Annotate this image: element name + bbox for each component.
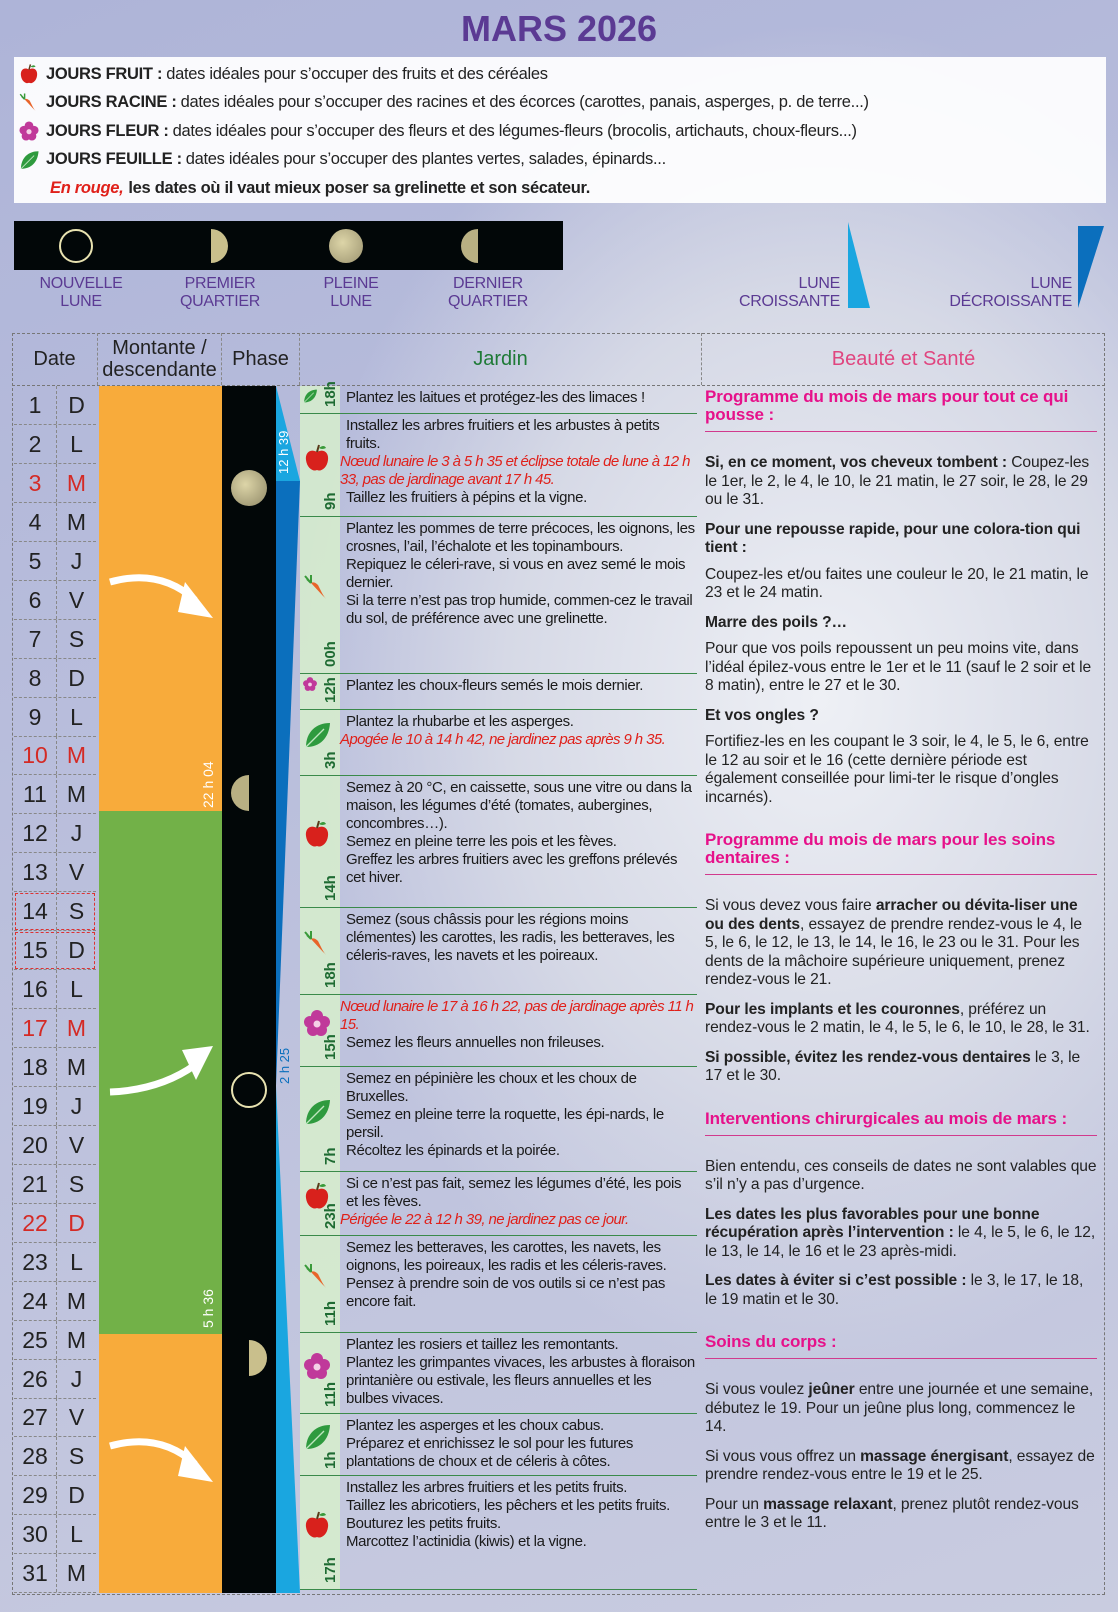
advice-paragraph (705, 897, 1097, 990)
root-icon (302, 1262, 332, 1292)
advice-text: le 3, le 17, le 18, le 19 matin et le 30. (705, 1272, 1084, 1308)
day-number: 6 (14, 581, 57, 619)
day-letter: J (70, 1365, 83, 1392)
garden-tip: Taillez les abricotiers, les pêchers et les petits fruits. (346, 1497, 671, 1514)
legend-red-label: En rouge, (50, 178, 124, 197)
time-label: 1h (322, 1451, 339, 1469)
day-number: 11 (14, 775, 57, 813)
time-label: 11h (322, 1381, 339, 1407)
day-letter: M (66, 781, 87, 808)
legend-red-note (18, 174, 1106, 203)
advice-paragraph (705, 1158, 1097, 1195)
day-letter: M (66, 1560, 87, 1587)
day-number: 25 (14, 1321, 57, 1359)
day-number: 21 (14, 1165, 57, 1203)
legend-red-text: les dates où il vaut mieux poser sa grelinette et son sécateur. (128, 178, 591, 197)
day-row (14, 1243, 96, 1282)
advice-text: Pour les implants et les couronnes (705, 1000, 960, 1018)
garden-tip: Semez en pleine terre la roquette, les épi-nards, le persil. (346, 1106, 664, 1141)
day-letter: J (70, 1092, 83, 1119)
garden-tip: Marcottez l’actinidia (kiwis) et la vigne. (346, 1533, 587, 1550)
montante-change-time: 22 h 04 (200, 761, 216, 808)
time-label: 7h (322, 1147, 339, 1165)
day-number: 4 (14, 503, 57, 541)
day-letter: L (70, 430, 83, 457)
phase-label-new: NOUVELLE LUNE (39, 275, 123, 310)
day-row (14, 892, 96, 931)
day-row (14, 1048, 96, 1087)
day-number: 18 (14, 1048, 57, 1086)
header-beaute: Beauté et Santé (831, 348, 976, 370)
legend-text: dates idéales pour s’occuper des fleurs et des légumes-fleurs (brocolis, artichauts, choux-fleurs...) (172, 121, 857, 140)
day-row (14, 698, 96, 737)
arrow-down-icon (100, 1424, 220, 1494)
day-row (14, 1321, 96, 1360)
day-row (14, 1437, 96, 1476)
section-heading: Soins du corps : (705, 1333, 1097, 1359)
day-letter: V (68, 1131, 85, 1158)
lune-change-time: 2 h 25 (277, 1047, 292, 1084)
beaute-column (705, 388, 1097, 1544)
phase-label-last: DERNIER QUARTIER (448, 275, 528, 310)
legend-item-leaf (18, 146, 1106, 175)
day-letter: S (68, 898, 85, 925)
garden-tip: Plantez les pommes de terre précoces, les oignons, les crosnes, l’ail, l’échalote et les topinambours. (346, 520, 695, 555)
day-letter: S (68, 625, 85, 652)
day-letter: M (66, 469, 87, 496)
legend-label: JOURS FRUIT : (46, 64, 163, 83)
day-row (14, 1515, 96, 1554)
advice-text: jeûner (808, 1381, 855, 1398)
advice-text: , prenez plutôt rendez-vous entre le 3 et le 11. (705, 1495, 1079, 1531)
legend-text: dates idéales pour s’occuper des plantes vertes, salades, épinards... (185, 150, 666, 169)
new-moon-icon (231, 1072, 267, 1108)
new-moon-icon (59, 229, 93, 263)
garden-tip: Plantez les asperges et les choux cabus. (346, 1417, 604, 1434)
garden-tip: Plantez les laitues et protégez-les des limaces ! (346, 389, 645, 406)
day-number: 14 (14, 892, 57, 930)
advice-text: entre une journée et une semaine, débutez le 19. Pour un jeûne plus long, commencez le 14. (705, 1381, 1094, 1435)
advice-paragraph (705, 733, 1097, 807)
advice-paragraph (705, 707, 1097, 726)
legend-item-flower (18, 117, 1106, 146)
day-row (14, 1204, 96, 1243)
garden-tip: Bouturez les petits fruits. (346, 1515, 501, 1532)
day-letter: M (66, 1053, 87, 1080)
day-number: 9 (14, 698, 57, 736)
day-letter: M (66, 1287, 87, 1314)
warning-note: Nœud lunaire le 3 à 5 h 35 et éclipse totale de lune à 12 h 33, pas de jardinage avant 17 h 45. (340, 453, 690, 488)
jardin-group-root (300, 908, 697, 995)
time-label: 15h (322, 1034, 339, 1060)
day-number: 22 (14, 1204, 57, 1242)
day-letter: L (70, 1521, 83, 1548)
advice-text: arracher ou dévita-liser une ou des dents (705, 897, 1078, 933)
warning-note: Nœud lunaire le 17 à 16 h 22, pas de jardinage après 11 h 15. (340, 998, 694, 1033)
garden-tip: Installez les arbres fruitiers et les petits fruits. (346, 1479, 628, 1496)
day-number: 29 (14, 1476, 57, 1514)
garden-tip: Plantez les grimpantes vivaces, les arbustes à floraison printanière ou estivale, les fleurs annuelles et les bulbes vivaces. (346, 1354, 695, 1407)
day-row (14, 503, 96, 542)
flower-icon (18, 120, 40, 142)
day-number: 26 (14, 1360, 57, 1398)
advice-text: Coupez-les et/ou faites une couleur le 20, le 21 matin, le 23 et le 24 matin. (705, 565, 1089, 601)
leaf-icon (302, 1422, 332, 1452)
advice-text: Pour que vos poils repoussent un peu moins vite, dans l’idéal épilez-vous entre le 1er et le 11 (sauf le 2 soir et le 8 matin), entre le 27 et le 30. (705, 640, 1092, 694)
advice-text: Les dates à éviter si c’est possible : (705, 1272, 967, 1289)
day-letter: L (70, 703, 83, 730)
day-number: 8 (14, 659, 57, 697)
legend-text: dates idéales pour s’occuper des fruits et des céréales (166, 64, 548, 83)
advice-paragraph (705, 1448, 1097, 1485)
day-number: 17 (14, 1009, 57, 1047)
advice-text: Si vous voulez (705, 1381, 809, 1398)
garden-tip: Pensez à prendre soin de vos outils si ce n’est pas encore fait. (346, 1275, 666, 1310)
advice-paragraph (705, 1272, 1097, 1309)
advice-paragraph (705, 1049, 1097, 1086)
advice-paragraph (705, 614, 1097, 633)
day-letter: D (68, 392, 85, 418)
day-row (14, 853, 96, 892)
flower-icon (302, 676, 318, 692)
day-row (14, 386, 96, 425)
garden-tip: Préparez et enrichissez le sol pour les futures plantations de choux et de céleris à côtes. (346, 1435, 634, 1470)
time-label: 9h (322, 492, 339, 510)
first-quarter-icon (231, 1340, 267, 1376)
day-letter: V (68, 859, 85, 886)
advice-text: massage énergisant (860, 1447, 1009, 1465)
time-label: 14h (322, 875, 339, 901)
warning-note: Apogée le 10 à 14 h 42, ne jardinez pas après 9 h 35. (340, 731, 666, 748)
jardin-group-leaf (300, 381, 697, 414)
advice-text: le 4, le 5, le 6, le 12, le 13, le 14, le 16 et le 23 après-midi. (705, 1224, 1096, 1260)
day-row (14, 542, 96, 581)
jardin-group-fruit (300, 1172, 697, 1236)
jardin-group-leaf (300, 1067, 697, 1172)
garden-tip: Semez les betteraves, les carottes, les navets, les oignons, les poireaux, les radis et les céleris-raves. (346, 1239, 667, 1274)
leaf-icon (18, 149, 40, 171)
day-row (14, 1476, 96, 1515)
day-number: 31 (14, 1554, 57, 1592)
advice-text: Pour un (705, 1495, 764, 1513)
full-moon-icon (329, 229, 363, 263)
full-moon-icon (231, 470, 267, 506)
advice-paragraph (705, 640, 1097, 696)
last-quarter-icon (461, 229, 495, 263)
phase-column (222, 386, 276, 1593)
legend-label: JOURS RACINE : (46, 93, 177, 112)
advice-text: Fortifiez-les en les coupant le 3 soir, le 4, le 5, le 6, entre le 12 au soir et le 16 (cette dernière période est également conseillée pour limi-ter le risque d’ongles incarnés). (705, 733, 1089, 806)
day-row (14, 1087, 96, 1126)
day-letter: V (68, 586, 85, 613)
last-quarter-icon (231, 775, 267, 811)
croissante-wedge-icon (840, 222, 870, 308)
day-letter: D (68, 937, 85, 964)
leaf-icon (302, 388, 318, 404)
time-label: 11h (322, 1300, 339, 1326)
day-row (14, 736, 96, 775)
phase-label-first: PREMIER QUARTIER (180, 275, 260, 310)
advice-text: Si vous devez vous faire (705, 897, 876, 914)
section-heading: Programme du mois de mars pour tout ce qui pousse : (705, 388, 1097, 432)
advice-text: Si possible, évitez les rendez-vous dentaires (705, 1048, 1031, 1066)
leaf-icon (302, 720, 332, 750)
montante-change-time: 5 h 36 (200, 1289, 216, 1328)
header-phase: Phase (222, 333, 300, 385)
fruit-icon (18, 63, 40, 85)
day-row (14, 814, 96, 853)
time-label: 23h (322, 1203, 339, 1229)
legend-item-root (18, 89, 1106, 118)
advice-text: , essayez de prendre rendez-vous le 4, le 5, le 6, le 12, le 13, le 14, le 16, le 23 ou le 31. Pour les dents de la mâchoire supérieure uniquement, prenez rendez-vous le 21. (705, 915, 1082, 988)
garden-tip: Greffez les arbres fruitiers avec les greffons prélevés cet hiver. (346, 851, 678, 886)
first-quarter-icon (194, 229, 228, 263)
day-letter: L (70, 976, 83, 1003)
day-row (14, 1282, 96, 1321)
day-letter: M (66, 1015, 87, 1042)
day-letter: D (68, 1482, 85, 1509)
day-letter: L (70, 1248, 83, 1275)
legend-box (14, 57, 1106, 203)
day-row (14, 659, 96, 698)
day-number: 2 (14, 425, 57, 463)
jardin-group-flower (300, 1333, 697, 1414)
advice-paragraph (705, 566, 1097, 603)
day-number: 15 (14, 931, 57, 969)
advice-text: Si, en ce moment, vos cheveux tombent : (705, 454, 1007, 471)
garden-tip: Plantez les rosiers et taillez les remontants. (346, 1336, 619, 1353)
garden-tip: Taillez les fruitiers à pépins et la vigne. (346, 489, 587, 506)
advice-text: Pour une repousse rapide, pour une colora-tion qui tient : (705, 520, 1081, 556)
page-title: MARS 2026 (460, 8, 658, 49)
day-letter: V (68, 1404, 85, 1431)
advice-paragraph (705, 454, 1097, 510)
garden-tip: Si la terre n’est pas trop humide, commen-cez le travail du sol, de préférence avec une grelinette. (346, 592, 693, 627)
garden-tip: Semez en pépinière les choux et les choux de Bruxelles. (346, 1070, 637, 1105)
jardin-group-flower (300, 995, 697, 1067)
legend-label: JOURS FLEUR : (46, 121, 169, 140)
day-number: 19 (14, 1087, 57, 1125)
day-number: 13 (14, 853, 57, 891)
advice-text: massage relaxant (763, 1495, 893, 1513)
advice-text: Et vos ongles ? (705, 706, 819, 724)
advice-paragraph (705, 521, 1097, 558)
fruit-icon (302, 443, 332, 473)
day-number: 30 (14, 1515, 57, 1553)
day-row (14, 1554, 96, 1593)
day-number: 3 (14, 464, 57, 502)
day-row (14, 1126, 96, 1165)
decroissante-wedge-icon (1074, 226, 1104, 312)
day-row (14, 1165, 96, 1204)
time-label: 00h (322, 641, 339, 667)
day-row (14, 775, 96, 814)
jardin-group-leaf (300, 1414, 697, 1476)
day-letter: M (66, 508, 87, 535)
day-number: 23 (14, 1243, 57, 1281)
garden-tip: Plantez la rhubarbe et les asperges. (346, 713, 574, 730)
time-label: 18h (322, 381, 339, 407)
day-letter: J (70, 547, 83, 574)
garden-tip: Semez à 20 °C, en caissette, sous une vitre ou dans la maison, les légumes d’été (tomates, aubergines, concombres…). (346, 779, 692, 832)
root-icon (302, 929, 332, 959)
day-row (14, 581, 96, 620)
moon-phase-legend (14, 221, 563, 270)
advice-text: Les dates les plus favorables pour une bonne récupération après l’intervention : (705, 1205, 1040, 1241)
phase-label-full: PLEINE LUNE (323, 275, 379, 310)
advice-paragraph (705, 1496, 1097, 1533)
jardin-group-fruit (300, 414, 697, 517)
day-letter: S (68, 1443, 85, 1470)
lune-croissante-decroissante-bar (276, 386, 300, 1593)
day-row (14, 1360, 96, 1399)
jardin-group-fruit (300, 1476, 697, 1590)
lune-change-time: 12 h 39 (276, 430, 291, 474)
advice-text: Coupez-les le 1er, le 2, le 4, le 10, le 21 matin, le 27 soir, le 28, le 29 ou le 31. (705, 454, 1090, 508)
section-heading: Interventions chirurgicales au mois de mars : (705, 1110, 1097, 1136)
day-number: 12 (14, 814, 57, 852)
day-number: 27 (14, 1398, 57, 1436)
day-number: 1 (14, 386, 57, 424)
day-number: 16 (14, 970, 57, 1008)
time-label: 12h (322, 677, 339, 703)
day-number: 20 (14, 1126, 57, 1164)
fruit-icon (302, 1510, 332, 1540)
advice-paragraph (705, 1381, 1097, 1437)
root-icon (18, 92, 40, 114)
warning-note: Périgée le 22 à 12 h 39, ne jardinez pas ce jour. (340, 1211, 629, 1228)
advice-paragraph (705, 1206, 1097, 1262)
fruit-icon (302, 819, 332, 849)
jardin-group-root (300, 1236, 697, 1333)
legend-text: dates idéales pour s’occuper des racines et des écorces (carottes, panais, asperges, p. de terre...) (180, 93, 869, 112)
day-letter: D (68, 1209, 85, 1236)
day-letter: J (70, 820, 83, 847)
jardin-group-leaf (300, 710, 697, 776)
advice-paragraph (705, 1001, 1097, 1038)
garden-tip: Installez les arbres fruitiers et les arbustes à petits fruits. (346, 417, 660, 452)
garden-tip: Plantez les choux-fleurs semés le mois dernier. (346, 677, 644, 694)
day-row (14, 620, 96, 659)
garden-tip: Récoltez les épinards et la poirée. (346, 1142, 560, 1159)
header-date: Date (12, 333, 98, 385)
garden-tip: Repiquez le céleri-rave, si vous en avez semé le mois dernier. (346, 556, 686, 591)
garden-tip: Si ce n’est pas fait, semez les légumes d’été, les pois et les fèves. (346, 1175, 682, 1210)
legend-label: JOURS FEUILLE : (46, 150, 182, 169)
day-letter: D (68, 664, 85, 691)
garden-tip: Semez en pleine terre les pois et les fèves. (346, 833, 617, 850)
advice-text: Marre des poils ?… (705, 613, 848, 631)
advice-text: le 3, le 17 et le 30. (705, 1048, 1081, 1084)
flower-icon (302, 1351, 332, 1381)
arrow-down-icon (100, 560, 220, 630)
advice-text: , essayez de prendre rendez-vous entre le 19 et le 25. (705, 1447, 1095, 1483)
jardin-group-root (300, 517, 697, 674)
time-label: 17h (322, 1557, 339, 1583)
garden-tip: Semez (sous châssis pour les régions moins clémentes) les carottes, les radis, les betteraves, les céleris-raves, les navets et les poireaux. (346, 911, 675, 964)
day-row (14, 464, 96, 503)
header-montante: Montante / descendante (98, 333, 222, 385)
day-number: 10 (14, 736, 57, 774)
day-row (14, 931, 96, 970)
day-number: 5 (14, 542, 57, 580)
lune-croissante-label: LUNE CROISSANTE (738, 275, 840, 310)
time-label: 3h (322, 751, 339, 769)
section-heading: Programme du mois de mars pour les soins dentaires : (705, 831, 1097, 875)
legend-item-fruit (18, 60, 1106, 89)
day-number: 24 (14, 1282, 57, 1320)
header-jardin: Jardin (300, 333, 702, 385)
day-letter: M (66, 742, 87, 769)
advice-text: , préférez un rendez-vous le 2 matin, le 4, le 5, le 6, le 10, le 28, le 31. (705, 1000, 1090, 1036)
jardin-group-flower (300, 674, 697, 710)
day-number: 7 (14, 620, 57, 658)
day-letter: S (68, 1170, 85, 1197)
day-number: 28 (14, 1437, 57, 1475)
time-label: 18h (322, 962, 339, 988)
leaf-icon (302, 1097, 332, 1127)
day-row (14, 425, 96, 464)
day-row (14, 1009, 96, 1048)
advice-text: Si vous vous offrez un (705, 1447, 861, 1465)
day-row (14, 970, 96, 1009)
lune-decroissante-label: LUNE DÉCROISSANTE (949, 275, 1072, 310)
day-letter: M (66, 1326, 87, 1353)
garden-tip: Semez les fleurs annuelles non frileuses. (346, 1034, 605, 1051)
jardin-group-fruit (300, 776, 697, 908)
arrow-up-icon (100, 1040, 220, 1110)
advice-text: Bien entendu, ces conseils de dates ne sont valables que s’il n’y a pas d’urgence. (705, 1157, 1097, 1193)
root-icon (302, 573, 332, 603)
day-row (14, 1398, 96, 1437)
